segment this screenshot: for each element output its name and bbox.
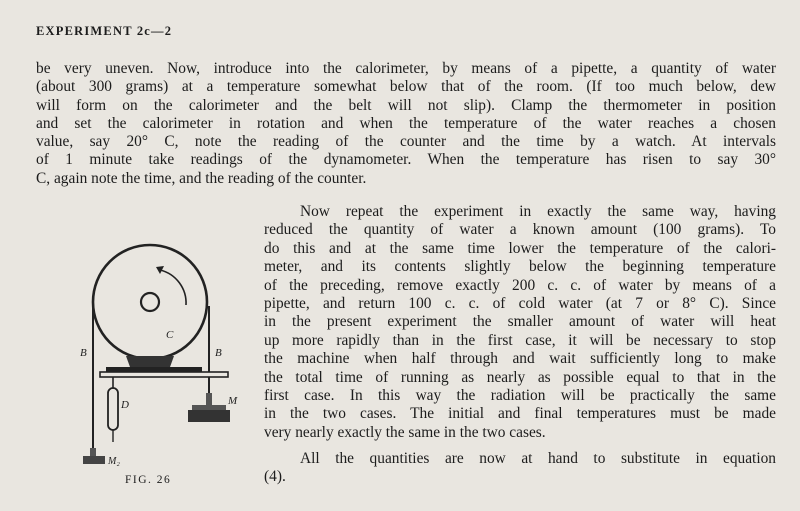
text-line: in the present experiment the smaller amount of water will heat — [264, 313, 776, 331]
label-m: M — [228, 395, 238, 407]
text-line: Now repeat the experiment in exactly the same way, having — [300, 203, 776, 220]
text-line: (4). — [264, 468, 286, 486]
label-c: C — [166, 329, 174, 341]
text-line: do this and at the same time lower the temperature of the calori- — [264, 239, 776, 257]
text-line: All the quantities are now at hand to substitute in equation — [300, 450, 776, 467]
text-line: value, say 20° C, note the reading of the counter and the time by a watch. At intervals — [36, 133, 776, 151]
calorimeter-diagram — [70, 230, 260, 490]
weight-m-stem — [206, 393, 212, 405]
text-line: first case. In this way the radiation will be practically the same — [264, 387, 776, 405]
intro-paragraph — [36, 60, 776, 188]
text-line: C, again note the time, and the reading of the counter. — [36, 169, 367, 187]
label-b-right: B — [215, 347, 222, 359]
final-paragraph — [264, 450, 776, 487]
running-head: EXPERIMENT 2c—2 — [36, 24, 173, 38]
text-line: be very uneven. Now, introduce into the calorimeter, by means of a pipette, a quantity of water — [36, 60, 776, 77]
text-line: meter, and its contents slightly below the beginning temperature — [264, 258, 776, 276]
text-line: will form on the calorimeter and the belt will not slip). Clamp the thermometer in position — [36, 96, 776, 114]
text-line: reduced the quantity of water a known amount (100 grams). To — [264, 221, 776, 239]
text-line: up more rapidly than in the first case, it will be necessary to stop — [264, 331, 776, 349]
lever-beam — [100, 372, 228, 377]
text-line: of the preceding, remove exactly 200 c. c. of water by means of a — [264, 276, 776, 294]
axle-hole — [141, 293, 159, 311]
text-line: the machine when half through and wait sufficiently long to make — [264, 350, 776, 368]
text-line: pipette, and return 100 c. c. of cold water (at 7 or 8° C). Since — [264, 295, 776, 313]
label-b-left: B — [80, 347, 87, 359]
weight-m2 — [83, 456, 105, 464]
weight-m — [188, 410, 230, 422]
text-line: the total time of running as nearly as possible equal to that in the — [264, 368, 776, 386]
text-line: of 1 minute take readings of the dynamometer. When the temperature has risen to say 30° — [36, 151, 776, 169]
label-d: D — [121, 399, 129, 411]
text-line: in the two cases. The initial and final temperatures must be made — [264, 405, 776, 423]
weight-m-top — [192, 405, 226, 410]
label-m2: M₂ — [108, 456, 120, 467]
dynamometer — [108, 388, 118, 430]
text-line: very nearly exactly the same in the two cases. — [264, 423, 546, 441]
text-line: and set the calorimeter in rotation and when the temperature of the water reaches a chosen — [36, 114, 776, 132]
figure-caption: FIG. 26 — [125, 474, 172, 486]
text-line: (about 300 grams) at a temperature somewhat below that of the room. (If too much below, dew — [36, 78, 776, 96]
repeat-paragraph — [264, 203, 776, 442]
drum-mount — [126, 356, 174, 367]
calorimeter-figure — [70, 230, 260, 490]
